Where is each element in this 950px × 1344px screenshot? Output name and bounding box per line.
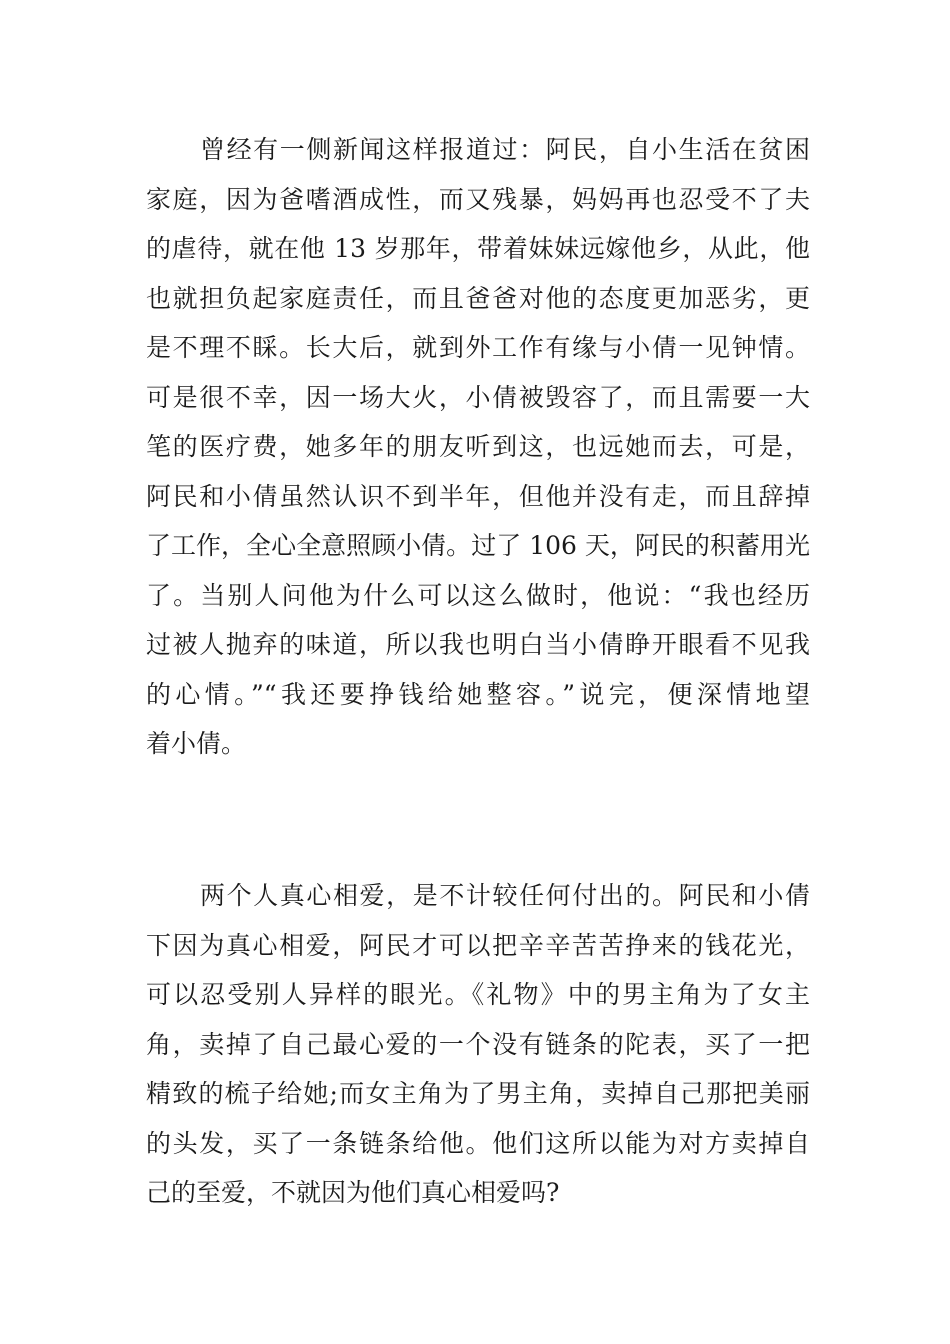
paragraph-line: 了工作，全心全意照顾小倩。过了 106 天，阿民的积蓄用光 xyxy=(146,531,810,560)
paragraph-line: 阿民和小倩虽然认识不到半年，但他并没有走，而且辞掉 xyxy=(146,482,810,511)
paragraph-line: 的心情。”“我还要挣钱给她整容。”说完，便深情地望 xyxy=(146,680,810,709)
paragraph-line: 下因为真心相爱，阿民才可以把辛辛苦苦挣来的钱花光， xyxy=(146,931,810,960)
paragraph-line: 笔的医疗费，她多年的朋友听到这，也远她而去，可是， xyxy=(146,432,810,461)
paragraph-line: 的虐待，就在他 13 岁那年，带着妹妹远嫁他乡，从此，他 xyxy=(146,234,810,263)
paragraph-line: 可以忍受别人异样的眼光。《礼物》中的男主角为了女主 xyxy=(146,980,810,1009)
paragraph-line: 的头发，买了一条链条给他。他们这所以能为对方卖掉自 xyxy=(146,1129,810,1158)
paragraph-line: 精致的梳子给她;而女主角为了男主角，卖掉自己那把美丽 xyxy=(146,1079,810,1108)
paragraph-line: 角，卖掉了自己最心爱的一个没有链条的陀表，买了一把 xyxy=(146,1030,810,1059)
paragraph-line: 家庭，因为爸嗜酒成性，而又残暴，妈妈再也忍受不了夫 xyxy=(146,185,810,214)
paragraph-line: 可是很不幸，因一场大火，小倩被毁容了，而且需要一大 xyxy=(146,383,810,412)
paragraph-line: 是不理不睬。长大后，就到外工作有缘与小倩一见钟情。 xyxy=(146,333,810,362)
paragraph-line: 了。当别人问他为什么可以这么做时，他说：“我也经历 xyxy=(146,581,810,610)
paragraph-line: 两个人真心相爱，是不计较任何付出的。阿民和小倩 xyxy=(200,881,810,910)
paragraph-line: 也就担负起家庭责任，而且爸爸对他的态度更加恶劣，更 xyxy=(146,284,810,313)
paragraph-line: 着小倩。 xyxy=(146,729,247,758)
paragraph-line: 己的至爱，不就因为他们真心相爱吗? xyxy=(146,1178,560,1207)
paragraph-line: 过被人抛弃的味道，所以我也明白当小倩睁开眼看不见我 xyxy=(146,630,810,659)
paragraph-line: 曾经有一侧新闻这样报道过：阿民，自小生活在贫困 xyxy=(200,135,810,164)
